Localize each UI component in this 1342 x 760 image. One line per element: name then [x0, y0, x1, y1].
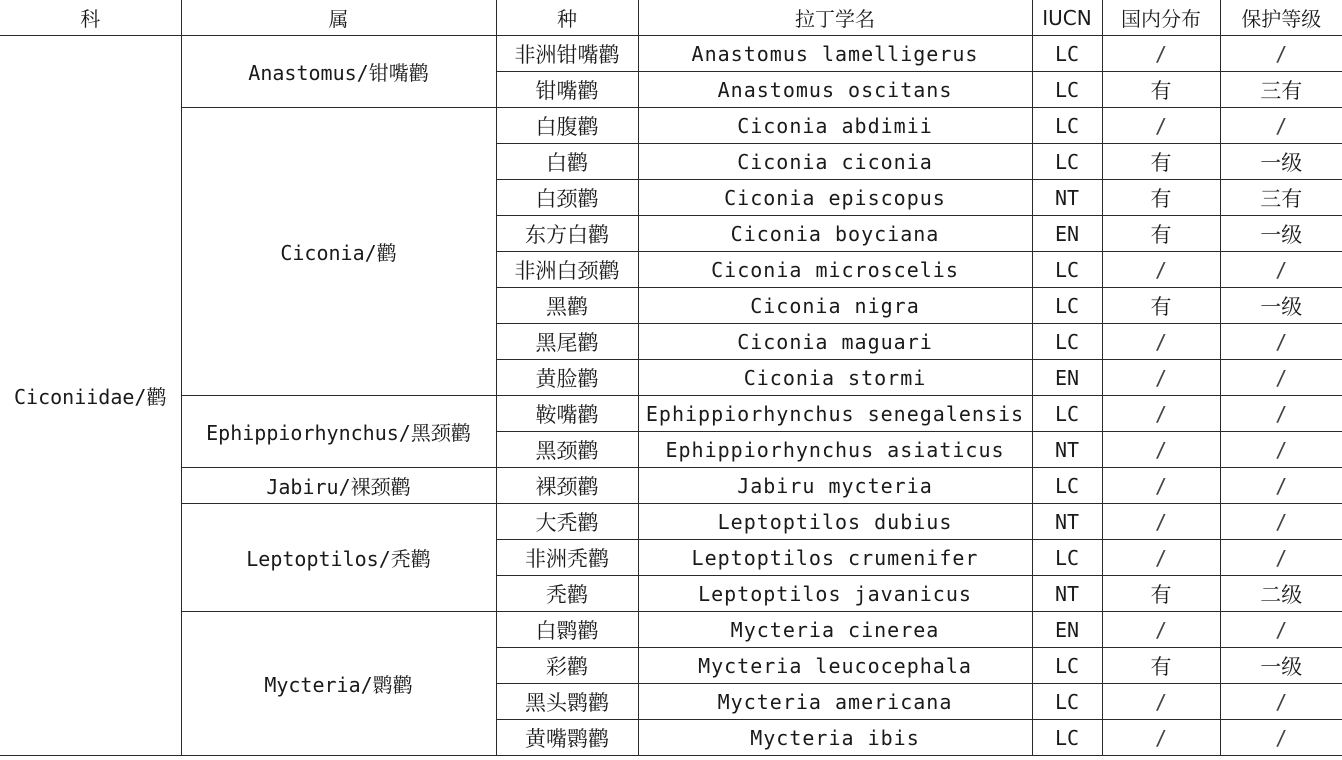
iucn-status-cell: LC [1032, 720, 1102, 756]
latin-name-cell: Mycteria cinerea [638, 612, 1032, 648]
species-name-cell: 非洲白颈鹳 [496, 252, 638, 288]
iucn-status-cell: LC [1032, 144, 1102, 180]
latin-name-cell: Mycteria leucocephala [638, 648, 1032, 684]
species-name-cell: 大秃鹳 [496, 504, 638, 540]
latin-name-cell: Mycteria ibis [638, 720, 1032, 756]
iucn-status-cell: EN [1032, 216, 1102, 252]
protection-level-cell: 一级 [1220, 288, 1342, 324]
protection-level-cell: / [1220, 720, 1342, 756]
distribution-cell: 有 [1102, 180, 1220, 216]
protection-level-cell: 三有 [1220, 72, 1342, 108]
distribution-cell: 有 [1102, 288, 1220, 324]
species-name-cell: 黑颈鹳 [496, 432, 638, 468]
species-name-cell: 非洲钳嘴鹳 [496, 36, 638, 72]
protection-level-cell: / [1220, 504, 1342, 540]
distribution-cell: / [1102, 468, 1220, 504]
latin-name-cell: Ciconia abdimii [638, 108, 1032, 144]
distribution-cell: 有 [1102, 72, 1220, 108]
genus-cell: Mycteria/鹮鹳 [181, 612, 496, 756]
iucn-status-cell: LC [1032, 252, 1102, 288]
genus-cell: Ciconia/鹳 [181, 108, 496, 396]
distribution-cell: / [1102, 108, 1220, 144]
protection-level-cell: / [1220, 612, 1342, 648]
header-protection-level: 保护等级 [1220, 0, 1342, 36]
table-header [0, 0, 1342, 36]
table-body [0, 36, 1342, 756]
iucn-status-cell: LC [1032, 468, 1102, 504]
family-cell: Ciconiidae/鹳 [0, 36, 181, 756]
distribution-cell: / [1102, 684, 1220, 720]
iucn-status-cell: EN [1032, 612, 1102, 648]
protection-level-cell: / [1220, 36, 1342, 72]
species-name-cell: 东方白鹳 [496, 216, 638, 252]
genus-cell: Ephippiorhynchus/黑颈鹳 [181, 396, 496, 468]
iucn-status-cell: LC [1032, 108, 1102, 144]
protection-level-cell: 一级 [1220, 144, 1342, 180]
distribution-cell: / [1102, 540, 1220, 576]
iucn-status-cell: LC [1032, 288, 1102, 324]
species-name-cell: 鞍嘴鹳 [496, 396, 638, 432]
distribution-cell: 有 [1102, 648, 1220, 684]
species-name-cell: 裸颈鹳 [496, 468, 638, 504]
protection-level-cell: 一级 [1220, 216, 1342, 252]
species-name-cell: 黑尾鹳 [496, 324, 638, 360]
genus-cell: Leptoptilos/秃鹳 [181, 504, 496, 612]
protection-level-cell: / [1220, 108, 1342, 144]
latin-name-cell: Leptoptilos dubius [638, 504, 1032, 540]
latin-name-cell: Ciconia boyciana [638, 216, 1032, 252]
latin-name-cell: Ciconia maguari [638, 324, 1032, 360]
species-name-cell: 非洲秃鹳 [496, 540, 638, 576]
species-name-cell: 白腹鹳 [496, 108, 638, 144]
species-name-cell: 白鹳 [496, 144, 638, 180]
header-latin-name: 拉丁学名 [638, 0, 1032, 36]
table-row [0, 396, 1342, 432]
latin-name-cell: Ciconia ciconia [638, 144, 1032, 180]
latin-name-cell: Ephippiorhynchus senegalensis [638, 396, 1032, 432]
distribution-cell: / [1102, 360, 1220, 396]
distribution-cell: 有 [1102, 216, 1220, 252]
distribution-cell: / [1102, 252, 1220, 288]
header-row [0, 0, 1342, 36]
distribution-cell: / [1102, 36, 1220, 72]
iucn-status-cell: LC [1032, 540, 1102, 576]
latin-name-cell: Jabiru mycteria [638, 468, 1032, 504]
iucn-status-cell: LC [1032, 36, 1102, 72]
distribution-cell: / [1102, 504, 1220, 540]
iucn-status-cell: NT [1032, 504, 1102, 540]
protection-level-cell: / [1220, 396, 1342, 432]
protection-level-cell: / [1220, 360, 1342, 396]
header-domestic-distribution: 国内分布 [1102, 0, 1220, 36]
iucn-status-cell: EN [1032, 360, 1102, 396]
header-family: 科 [0, 0, 181, 36]
latin-name-cell: Ciconia microscelis [638, 252, 1032, 288]
latin-name-cell: Ciconia stormi [638, 360, 1032, 396]
table-row [0, 468, 1342, 504]
distribution-cell: 有 [1102, 576, 1220, 612]
latin-name-cell: Ephippiorhynchus asiaticus [638, 432, 1032, 468]
distribution-cell: / [1102, 720, 1220, 756]
protection-level-cell: 二级 [1220, 576, 1342, 612]
distribution-cell: / [1102, 432, 1220, 468]
genus-cell: Jabiru/裸颈鹳 [181, 468, 496, 504]
header-species: 种 [496, 0, 638, 36]
protection-level-cell: / [1220, 684, 1342, 720]
distribution-cell: / [1102, 612, 1220, 648]
iucn-status-cell: NT [1032, 432, 1102, 468]
latin-name-cell: Leptoptilos javanicus [638, 576, 1032, 612]
species-name-cell: 秃鹳 [496, 576, 638, 612]
distribution-cell: / [1102, 324, 1220, 360]
protection-level-cell: 三有 [1220, 180, 1342, 216]
table-row [0, 36, 1342, 72]
protection-level-cell: / [1220, 252, 1342, 288]
iucn-status-cell: LC [1032, 324, 1102, 360]
iucn-status-cell: LC [1032, 72, 1102, 108]
species-name-cell: 黑鹳 [496, 288, 638, 324]
header-genus: 属 [181, 0, 496, 36]
species-name-cell: 白鹮鹳 [496, 612, 638, 648]
protection-level-cell: / [1220, 540, 1342, 576]
latin-name-cell: Leptoptilos crumenifer [638, 540, 1032, 576]
latin-name-cell: Mycteria americana [638, 684, 1032, 720]
genus-cell: Anastomus/钳嘴鹳 [181, 36, 496, 108]
iucn-status-cell: LC [1032, 396, 1102, 432]
iucn-status-cell: LC [1032, 648, 1102, 684]
iucn-status-cell: NT [1032, 576, 1102, 612]
species-name-cell: 黄嘴鹮鹳 [496, 720, 638, 756]
protection-level-cell: / [1220, 432, 1342, 468]
latin-name-cell: Anastomus lamelligerus [638, 36, 1032, 72]
species-name-cell: 白颈鹳 [496, 180, 638, 216]
distribution-cell: / [1102, 396, 1220, 432]
species-name-cell: 黄脸鹳 [496, 360, 638, 396]
table-row [0, 612, 1342, 648]
protection-level-cell: / [1220, 468, 1342, 504]
table-row [0, 108, 1342, 144]
latin-name-cell: Ciconia episcopus [638, 180, 1032, 216]
species-name-cell: 黑头鹮鹳 [496, 684, 638, 720]
protection-level-cell: 一级 [1220, 648, 1342, 684]
latin-name-cell: Ciconia nigra [638, 288, 1032, 324]
distribution-cell: 有 [1102, 144, 1220, 180]
latin-name-cell: Anastomus oscitans [638, 72, 1032, 108]
species-name-cell: 钳嘴鹳 [496, 72, 638, 108]
iucn-status-cell: LC [1032, 684, 1102, 720]
table-row [0, 504, 1342, 540]
header-iucn: IUCN [1032, 0, 1102, 36]
iucn-status-cell: NT [1032, 180, 1102, 216]
protection-level-cell: / [1220, 324, 1342, 360]
species-name-cell: 彩鹳 [496, 648, 638, 684]
